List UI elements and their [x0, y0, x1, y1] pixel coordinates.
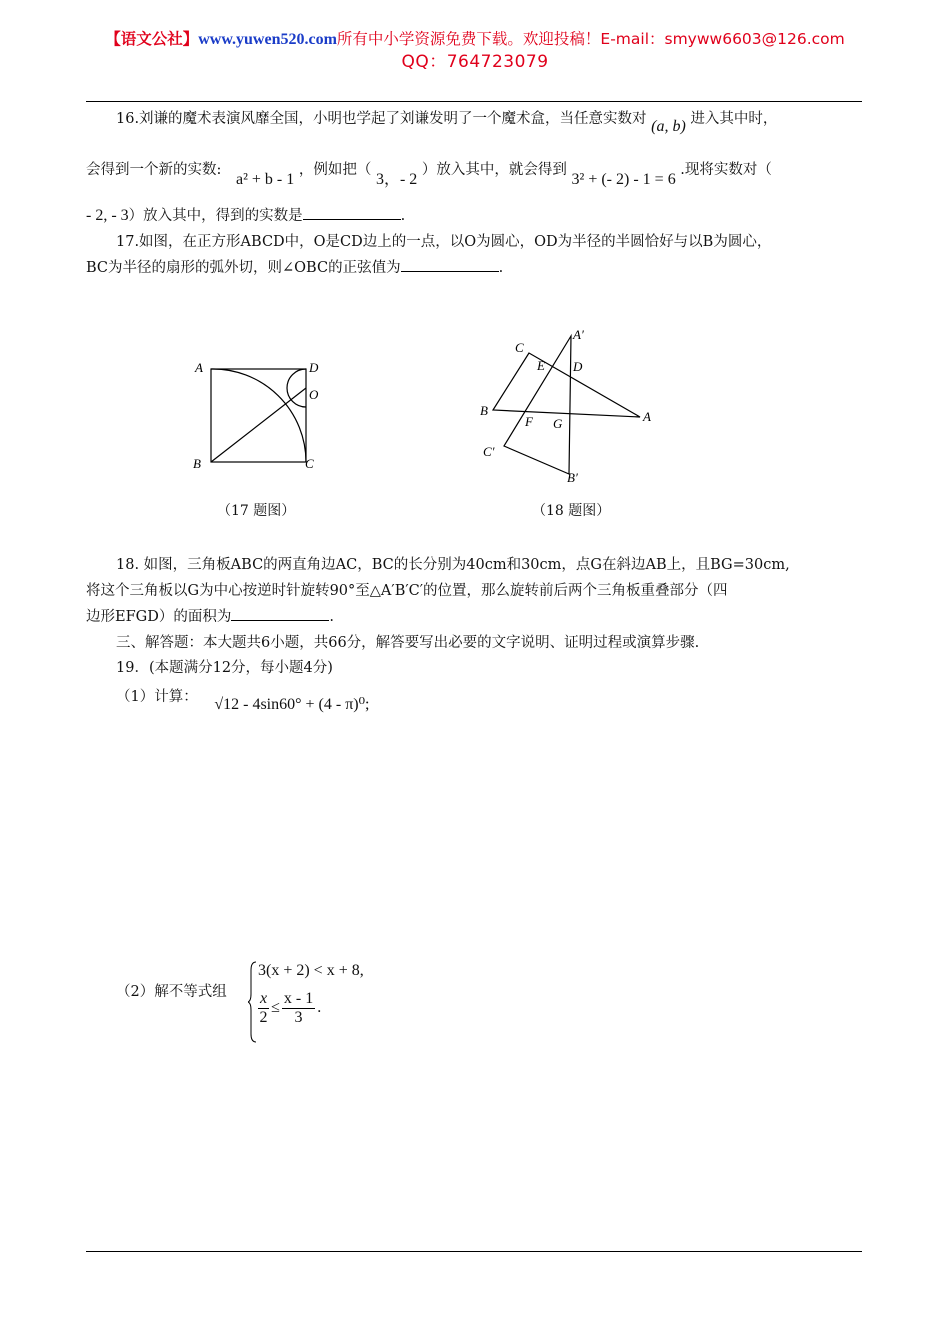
lhs-denominator: 2 [259, 1009, 268, 1026]
q19-part-2-label: （2）解不等式组 [116, 984, 227, 1000]
lhs-numerator: x [260, 990, 268, 1007]
q16-text-1-tail: 进入其中时， [690, 111, 778, 127]
q19-ineq-2 [256, 990, 321, 1027]
q16-text-3: ）放入其中，得到的实数是 [128, 208, 303, 224]
q19-ineq-2-rhs [282, 990, 315, 1027]
q17-answer-blank[interactable] [401, 257, 499, 272]
fig17-label-o: O [309, 387, 319, 402]
fig18-label-a-prime: A′ [573, 327, 584, 342]
q19-ineq-2-lhs [258, 990, 269, 1027]
fig17-label-d: D [309, 360, 319, 375]
q16-line-2 [86, 157, 876, 188]
q19-part-1-label: （1）计算： [116, 689, 198, 705]
q17-line-2 [86, 256, 876, 281]
fig18-label-a: A [643, 409, 651, 424]
q17-period: . [498, 260, 504, 276]
fig18-caption: （18 题图） [532, 503, 611, 519]
section-3-heading: 三、解答题：本大题共6小题，共66分，解答要写出必要的文字说明、证明过程或演算步骤. [116, 635, 700, 651]
leq-operator: ≤ [271, 999, 280, 1017]
q19-part-1-expr: √12 - 4sin60° + (4 - π)⁰; [214, 696, 370, 713]
q18-line-2: 将这个三角板以G为中心按逆时针旋转90°至△A′B′C′的位置，那么旋转前后两个三角板重叠部分（四 [86, 583, 728, 599]
fig18-label-b-prime: B′ [567, 470, 578, 485]
rhs-denominator: 3 [294, 1009, 303, 1026]
q18-period: . [329, 609, 334, 625]
ineq-period: . [317, 999, 322, 1017]
q19-title: 19．(本题满分12分，每小题4分) [116, 660, 333, 676]
figure-17 [185, 355, 335, 480]
q16-expr-2: 3² + (- 2) - 1 = 6 [571, 171, 676, 188]
header-line-1 [0, 28, 950, 51]
q16-text-2b: ，例如把（ [298, 162, 372, 178]
fig17-label-c: C [305, 456, 314, 471]
fig18-label-f: F [525, 414, 533, 429]
rhs-numerator: x - 1 [283, 990, 314, 1007]
q18-answer-blank[interactable] [231, 606, 329, 621]
fig17-caption: （17 题图） [217, 503, 296, 519]
header-qq: QQ：764723079 [401, 52, 549, 72]
q16-example-pair: 3，- 2 [375, 171, 418, 188]
q18-line-3 [86, 605, 876, 630]
q18-line-1: 18. 如图，三角板ABC的两直角边AC，BC的长分别为40cm和30cm，点G在斜边AB上，且BG=30cm, [116, 557, 790, 573]
bottom-rule [86, 1251, 862, 1252]
q19-part-1 [86, 684, 906, 713]
q17-line-1: 17.如图，在正方形ABCD中，O是CD边上的一点，以O为圆心，OD为半径的半圆恰好与以B为圆心， [116, 234, 772, 250]
q19-ineq-1: 3(x + 2) < x + 8, [258, 962, 364, 979]
fig18-label-d: D [573, 359, 583, 374]
q17-text-2: BC为半径的扇形的弧外切，则∠OBC的正弦值为 [86, 260, 401, 276]
q16-line-1 [86, 106, 906, 135]
page-header [0, 28, 950, 74]
fig18-triangle-abc [493, 353, 640, 417]
brand-name: 【语文公社】 [105, 30, 199, 48]
q16-line-3 [86, 203, 876, 229]
q16-answer-blank[interactable] [303, 205, 401, 220]
q19-inequality-system [248, 960, 448, 1044]
fig17-arc-b [211, 369, 306, 462]
fig17-label-a: A [195, 360, 203, 375]
fig18-triangle-a1b1c1 [504, 336, 571, 474]
q16-period: . [400, 208, 406, 224]
fig18-label-c: C [515, 340, 524, 355]
fig18-label-c-prime: C′ [483, 444, 495, 459]
q16-pair: (a, b) [651, 118, 686, 135]
site-link[interactable]: www.yuwen520.com [198, 31, 337, 48]
q18-text-3: 边形EFGD）的面积为 [86, 609, 232, 625]
fig18-label-g: G [553, 416, 563, 431]
q16-text-2c: ）放入其中，就会得到 [421, 162, 567, 178]
fig17-label-b: B [193, 456, 201, 471]
header-tagline: 所有中小学资源免费下载。欢迎投稿！E-mail：smyww6603@126.com [336, 30, 845, 48]
fig18-label-b: B [480, 403, 488, 418]
q16-text-1: 16.刘谦的魔术表演风靡全国，小明也学起了刘谦发明了一个魔术盒，当任意实数对 [116, 111, 647, 127]
q16-expr-1: a² + b - 1 [236, 171, 295, 188]
fig17-square [211, 369, 306, 462]
fig18-label-e: E [537, 358, 545, 373]
q16-text-2a: 会得到一个新的实数: [86, 162, 222, 178]
q16-pair-2: - 2, - 3 [86, 207, 129, 224]
top-rule [86, 101, 862, 102]
fig17-segment-bo [211, 388, 306, 462]
figure-18 [475, 325, 660, 490]
q16-text-2d: .现将实数对（ [680, 162, 772, 178]
